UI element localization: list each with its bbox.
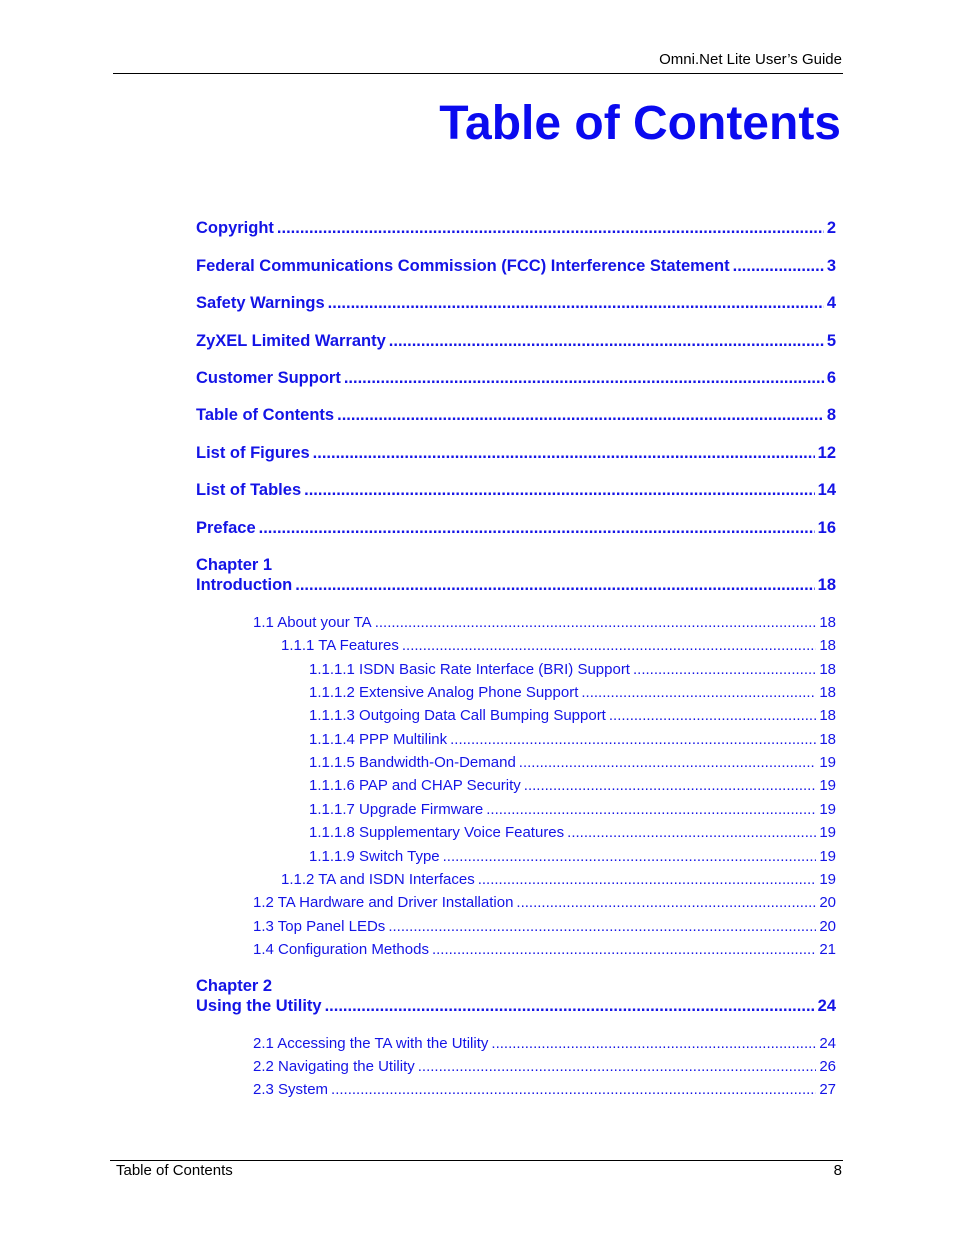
toc-entry-warranty[interactable] [196, 332, 836, 351]
toc-entry-label: Customer Support [196, 369, 341, 387]
toc-entry-page: 18 [819, 637, 836, 654]
dot-leader [418, 1058, 817, 1075]
dot-leader [337, 406, 824, 425]
dot-leader [313, 444, 815, 463]
toc-entry-page: 20 [819, 894, 836, 911]
toc-entry-label: 2.3 System [253, 1081, 329, 1098]
dot-leader [581, 684, 816, 701]
toc-entry-page: 24 [817, 997, 836, 1015]
toc-entry-2-2[interactable] [253, 1058, 836, 1075]
toc-entry-page: 21 [819, 941, 836, 958]
toc-entry-label: 1.3 Top Panel LEDs [253, 918, 386, 935]
toc-entry-1-3[interactable] [253, 918, 836, 935]
chapter-2-label[interactable]: Chapter 2 [196, 977, 273, 995]
toc-entry-label: Federal Communications Commission (FCC) Interference Statement [196, 257, 730, 275]
toc-entry-page: 12 [817, 444, 836, 462]
toc-entry-page: 19 [819, 801, 836, 818]
toc-entry-label: Using the Utility [196, 997, 322, 1015]
toc-entry-2-1[interactable] [253, 1035, 836, 1052]
dot-leader [491, 1035, 816, 1052]
dot-leader [388, 918, 816, 935]
footer-page-number: 8 [833, 1162, 842, 1179]
toc-entry-2-3[interactable] [253, 1081, 836, 1098]
toc-entry-page: 18 [819, 684, 836, 701]
toc-entry-list-of-figures[interactable] [196, 444, 836, 463]
toc-entry-label: 1.2 TA Hardware and Driver Installation [253, 894, 514, 911]
toc-entry-1-1-1-1[interactable] [309, 661, 836, 678]
toc-entry-label: ZyXEL Limited Warranty [196, 332, 386, 350]
toc-entry-1-1-1-2[interactable] [309, 684, 836, 701]
toc-entry-page: 27 [819, 1081, 836, 1098]
toc-entry-page: 4 [826, 294, 836, 312]
dot-leader [328, 294, 824, 313]
toc-entry-page: 19 [819, 824, 836, 841]
toc-entry-label: 1.1.1.3 Outgoing Data Call Bumping Support [309, 707, 606, 724]
dot-leader [609, 707, 816, 724]
dot-leader [519, 754, 817, 771]
toc-entry-label: Table of Contents [196, 406, 335, 424]
toc-entry-page: 18 [817, 576, 836, 594]
footer-rule [110, 1160, 843, 1161]
dot-leader [277, 219, 824, 238]
dot-leader [516, 894, 816, 911]
toc-entry-page: 19 [819, 848, 836, 865]
toc-entry-page: 18 [819, 661, 836, 678]
dot-leader [450, 731, 816, 748]
dot-leader [389, 332, 824, 351]
toc-entry-label: 1.1 About your TA [253, 614, 372, 631]
dot-leader [633, 661, 816, 678]
toc-entry-preface[interactable] [196, 519, 836, 538]
footer-section-title: Table of Contents [116, 1162, 233, 1179]
toc-entry-customer-support[interactable] [196, 369, 836, 388]
dot-leader [259, 519, 815, 538]
chapter-1-label[interactable]: Chapter 1 [196, 556, 273, 574]
toc-entry-page: 8 [826, 406, 836, 424]
toc-entry-label: Copyright [196, 219, 274, 237]
toc-entry-chapter-1[interactable] [196, 576, 836, 595]
toc-entry-label: 1.1.1.7 Upgrade Firmware [309, 801, 484, 818]
toc-entry-label: List of Tables [196, 481, 302, 499]
toc-entry-list-of-tables[interactable] [196, 481, 836, 500]
toc-entry-page: 19 [819, 777, 836, 794]
toc-entry-label: 1.1.1.6 PAP and CHAP Security [309, 777, 521, 794]
toc-entry-copyright[interactable] [196, 219, 836, 238]
toc-entry-page: 14 [817, 481, 836, 499]
toc-entry-label: 2.1 Accessing the TA with the Utility [253, 1035, 489, 1052]
toc-entry-label: Introduction [196, 576, 293, 594]
toc-entry-1-1-1-9[interactable] [309, 848, 836, 865]
dot-leader [524, 777, 817, 794]
toc-entry-1-1-1-4[interactable] [309, 731, 836, 748]
toc-entry-1-1[interactable] [253, 614, 836, 631]
toc-entry-page: 2 [826, 219, 836, 237]
toc-entry-label: 1.4 Configuration Methods [253, 941, 429, 958]
toc-entry-page: 20 [819, 918, 836, 935]
toc-entry-label: 1.1.1.2 Extensive Analog Phone Support [309, 684, 579, 701]
dot-leader [325, 997, 815, 1016]
toc-entry-label: 1.1.1 TA Features [281, 637, 399, 654]
toc-entry-1-1-2[interactable] [281, 871, 836, 888]
toc-entry-page: 18 [819, 731, 836, 748]
toc-entry-label: 1.1.1.4 PPP Multilink [309, 731, 448, 748]
toc-entry-page: 18 [819, 614, 836, 631]
toc-entry-page: 6 [826, 369, 836, 387]
dot-leader [733, 257, 824, 276]
toc-entry-label: Preface [196, 519, 256, 537]
toc-entry-page: 16 [817, 519, 836, 537]
toc-entry-page: 19 [819, 754, 836, 771]
toc-entry-label: 1.1.2 TA and ISDN Interfaces [281, 871, 475, 888]
toc-entry-page: 5 [826, 332, 836, 350]
dot-leader [486, 801, 816, 818]
dot-leader [567, 824, 816, 841]
toc-entry-1-1-1[interactable] [281, 637, 836, 654]
toc-entry-page: 19 [819, 871, 836, 888]
page-title: Table of Contents [439, 97, 841, 150]
toc-entry-page: 24 [819, 1035, 836, 1052]
toc-entry-1-1-1-6[interactable] [309, 777, 836, 794]
toc-entry-1-4[interactable] [253, 941, 836, 958]
toc-entry-label: 1.1.1.8 Supplementary Voice Features [309, 824, 565, 841]
running-header: Omni.Net Lite User’s Guide [659, 51, 842, 68]
toc-entry-1-1-1-3[interactable] [309, 707, 836, 724]
dot-leader [478, 871, 817, 888]
toc-entry-1-2[interactable] [253, 894, 836, 911]
dot-leader [331, 1081, 816, 1098]
toc-entry-label: Safety Warnings [196, 294, 325, 312]
toc-entry-page: 26 [819, 1058, 836, 1075]
toc-entry-label: 1.1.1.9 Switch Type [309, 848, 440, 865]
dot-leader [344, 369, 824, 388]
toc-entry-label: 1.1.1.5 Bandwidth-On-Demand [309, 754, 516, 771]
dot-leader [304, 481, 815, 500]
toc-entry-fcc[interactable] [196, 257, 836, 276]
toc-entry-1-1-1-8[interactable] [309, 824, 836, 841]
toc-entry-label: List of Figures [196, 444, 310, 462]
toc-entry-page: 3 [826, 257, 836, 275]
toc-entry-safety-warnings[interactable] [196, 294, 836, 313]
toc-entry-page: 18 [819, 707, 836, 724]
dot-leader [443, 848, 817, 865]
dot-leader [402, 637, 816, 654]
toc-entry-1-1-1-7[interactable] [309, 801, 836, 818]
dot-leader [432, 941, 816, 958]
toc-entry-label: 1.1.1.1 ISDN Basic Rate Interface (BRI) Support [309, 661, 630, 678]
dot-leader [375, 614, 817, 631]
toc-entry-1-1-1-5[interactable] [309, 754, 836, 771]
toc-entry-chapter-2[interactable] [196, 997, 836, 1016]
dot-leader [295, 576, 814, 595]
toc-entry-label: 2.2 Navigating the Utility [253, 1058, 415, 1075]
toc-entry-table-of-contents[interactable] [196, 406, 836, 425]
